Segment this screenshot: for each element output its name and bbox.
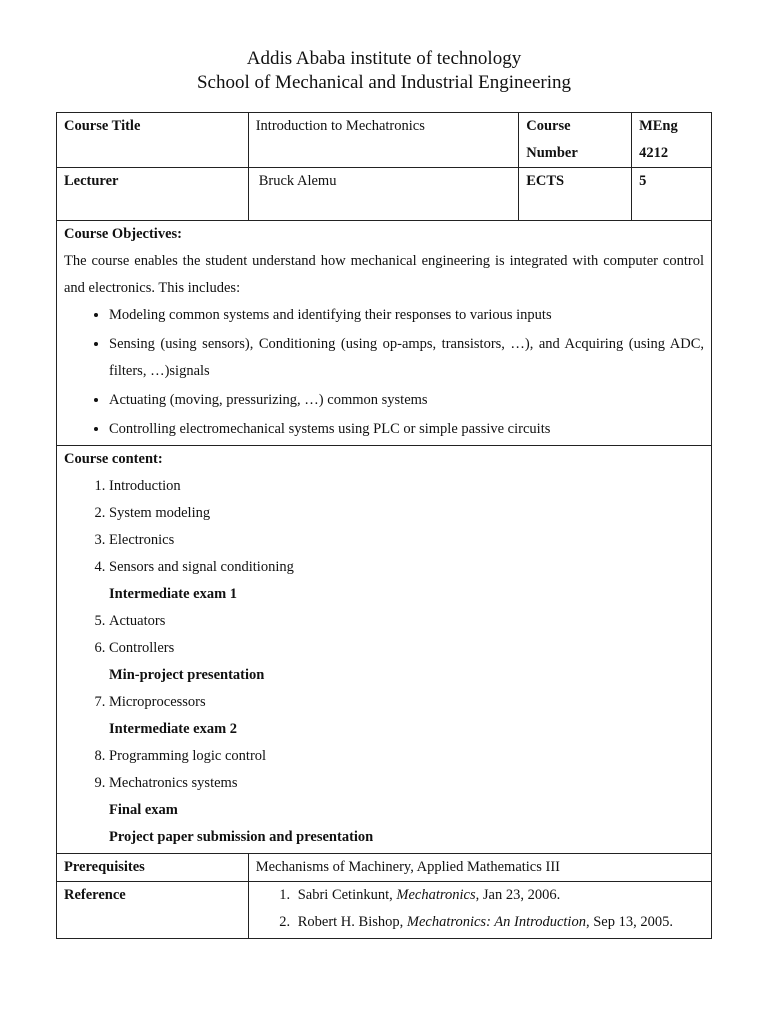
objectives-list (64, 302, 711, 443)
ects-label: ECTS (519, 168, 632, 221)
reference-label: Reference (57, 882, 249, 939)
course-syllabus-table (56, 112, 712, 939)
list-item: 1. Sabri Cetinkunt, Mechatronics, Jan 23, 2006. (294, 882, 711, 909)
lecturer-value: Bruck Alemu (248, 168, 519, 221)
content-row (57, 446, 712, 854)
list-item: • Sensing (using sensors), Conditioning (using op-amps, transistors, …), and Acquiring (using ADC, filters, …)signals (109, 331, 704, 385)
list-item: 7. Microprocessors (109, 689, 711, 716)
list-item: 5. Actuators (109, 608, 711, 635)
lecturer-row (57, 168, 712, 221)
list-item: 8. Programming logic control (109, 743, 711, 770)
content-list-3 (64, 689, 711, 716)
objectives-row (57, 221, 712, 446)
prerequisites-value: Mechanisms of Machinery, Applied Mathematics III (248, 854, 711, 882)
objectives-intro: The course enables the student understand how mechanical engineering is integrated with computer control and electronics. This includes: (64, 253, 704, 296)
reference-row (57, 882, 712, 939)
content-heading: Course content: (64, 451, 163, 467)
content-cell (57, 446, 712, 854)
milestone-intermediate-exam-2: Intermediate exam 2 (109, 721, 238, 737)
milestone-project-paper: Project paper submission and presentation (109, 829, 374, 845)
prerequisites-label: Prerequisites (57, 854, 249, 882)
list-item: 3. Electronics (109, 527, 711, 554)
milestone-mini-project: Min-project presentation (109, 667, 265, 683)
list-item: 4. Sensors and signal conditioning (109, 554, 711, 581)
course-number-value: MEng 4212 (632, 113, 712, 168)
list-item: 6. Controllers (109, 635, 711, 662)
book-title: Mechatronics (396, 887, 476, 903)
course-title-value: Introduction to Mechatronics (248, 113, 519, 168)
list-item: 2. Robert H. Bishop, Mechatronics: An Introduction, Sep 13, 2005. (294, 909, 711, 936)
list-item: 1. Introduction (109, 473, 711, 500)
lecturer-label: Lecturer (57, 168, 249, 221)
course-number-label: Course Number (519, 113, 632, 168)
reference-cell (248, 882, 711, 939)
reference-list (256, 882, 711, 936)
list-item: 9. Mechatronics systems (109, 770, 711, 797)
school-name: School of Mechanical and Industrial Engineering (196, 72, 572, 93)
milestone-final-exam: Final exam (109, 802, 178, 818)
course-title-label: Course Title (57, 113, 249, 168)
objectives-heading: Course Objectives: (64, 226, 182, 242)
content-list-4 (64, 743, 711, 797)
list-item: 2. System modeling (109, 500, 711, 527)
institute-name: Addis Ababa institute of technology (246, 48, 522, 69)
content-list-1 (64, 473, 711, 581)
book-title: Mechatronics: An Introduction (406, 914, 586, 930)
objectives-cell (57, 221, 712, 446)
milestone-intermediate-exam-1: Intermediate exam 1 (109, 586, 238, 602)
content-list-2 (64, 608, 711, 662)
list-item: • Controlling electromechanical systems using PLC or simple passive circuits (109, 416, 704, 443)
document-header (0, 47, 768, 95)
list-item: • Actuating (moving, pressurizing, …) common systems (109, 387, 704, 414)
list-item: • Modeling common systems and identifying their responses to various inputs (109, 302, 704, 329)
ects-value: 5 (632, 168, 712, 221)
course-title-row (57, 113, 712, 168)
prerequisites-row (57, 854, 712, 882)
